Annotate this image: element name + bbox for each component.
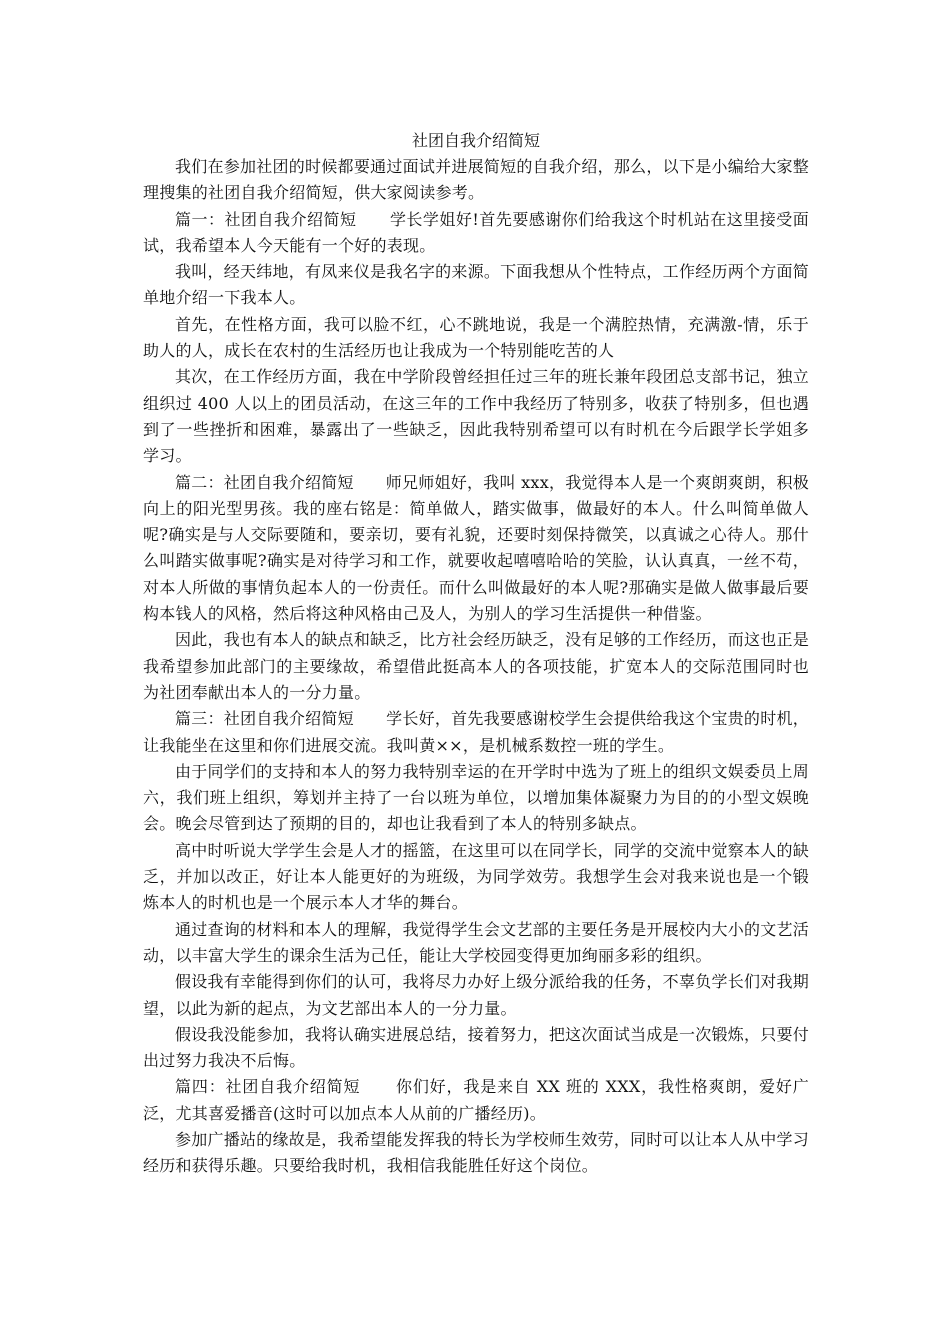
paragraph (143, 312, 809, 365)
paragraph-text: 师兄师姐好，我叫 xxx，我觉得本人是一个爽朗爽朗，积极向上的阳光型男孩。我的座右铭是：简单做人，踏实做事，做最好的本人。什么叫简单做人呢?确实是与人交际要随和，要亲切，要有礼貌，还要时刻保持微笑，以真诚之心待人。那什么叫踏实做事呢?确实是对待学习和工作，就要收起嘻嘻哈哈的笑脸，认认真真，一丝不苟，对本人所做的事情负起本人的一份责任。而什么叫做最好的本人呢?那确实是做人做事最后要构本钱人的风格，然后将这种风格由己及人，为别人的学习生活提供一种借鉴。 (143, 472, 809, 624)
paragraph (143, 1022, 809, 1075)
paragraph-intro (143, 154, 809, 207)
paragraph-text: 学长学姐好!首先要感谢你们给我这个时机站在这里接受面试，我希望本人今天能有一个好的表现。 (143, 209, 809, 255)
section-heading: 篇二：社团自我介绍简短 (175, 472, 354, 492)
paragraph-text: 假设我有幸能得到你们的认可，我将尽力办好上级分派给我的任务，不辜负学长们对我期望，以此为新的起点，为文艺部出本人的一分力量。 (143, 972, 809, 1018)
paragraph (143, 1127, 809, 1180)
paragraph-text: 你们好，我是来自 XX 班的 XXX，我性格爽朗，爱好广泛，尤其喜爱播音(这时可以加点本人从前的广播经历)。 (143, 1077, 809, 1123)
paragraph (143, 364, 809, 469)
paragraph-section-1 (143, 207, 809, 260)
section-heading: 篇四：社团自我介绍简短 (175, 1077, 361, 1097)
section-heading: 篇三：社团自我介绍简短 (175, 709, 354, 729)
paragraph (143, 759, 809, 838)
paragraph-text: 我们在参加社团的时候都要通过面试并进展简短的自我介绍，那么，以下是小编给大家整理搜集的社团自我介绍简短，供大家阅读参考。 (143, 157, 809, 203)
paragraph-text: 我叫，经天纬地，有凤来仪是我名字的来源。下面我想从个性特点，工作经历两个方面简单地介绍一下我本人。 (143, 262, 809, 308)
paragraph-text: 首先，在性格方面，我可以脸不红，心不跳地说，我是一个满腔热情，充满激-情，乐于助人的人，成长在农村的生活经历也让我成为一个特别能吃苦的人 (143, 314, 809, 361)
paragraph (143, 259, 809, 312)
paragraph (143, 969, 809, 1022)
paragraph-text: 其次，在工作经历方面，我在中学阶段曾经担任过三年的班长兼年段团总支部书记，独立组织过 400 人以上的团员活动，在这三年的工作中我经历了特别多，收获了特别多，但也遇到了一些挫折和困难，暴露出了一些缺乏，因此我特别希望可以有时机在今后跟学长学姐多学习。 (143, 367, 809, 466)
paragraph-text: 因此，我也有本人的缺点和缺乏，比方社会经历缺乏，没有足够的工作经历，而这也正是我希望参加此部门的主要缘故，希望借此挺高本人的各项技能，扩宽本人的交际范围同时也为社团奉献出本人的一分力量。 (143, 630, 809, 702)
paragraph-text: 参加广播站的缘故是，我希望能发挥我的特长为学校师生效劳，同时可以让本人从中学习经历和获得乐趣。只要给我时机，我相信我能胜任好这个岗位。 (143, 1129, 809, 1176)
paragraph-section-3 (143, 706, 809, 759)
paragraph-section-2 (143, 470, 809, 628)
paragraph-section-4 (143, 1074, 809, 1127)
paragraph (143, 917, 809, 970)
paragraph-text: 高中时听说大学学生会是人才的摇篮，在这里可以在同学长，同学的交流中觉察本人的缺乏，并加以改正，好让本人能更好的为班级，为同学效劳。我想学生会对我来说也是一个锻炼本人的时机也是一个展示本人才华的舞台。 (143, 840, 809, 913)
paragraph-text: 通过查询的材料和本人的理解，我觉得学生会文艺部的主要任务是开展校内大小的文艺活动，以丰富大学生的课余生活为己任，能让大学校园变得更加绚丽多彩的组织。 (143, 919, 809, 965)
section-heading: 篇一：社团自我介绍简短 (175, 209, 357, 229)
paragraph-text: 学长好，首先我要感谢校学生会提供给我这个宝贵的时机，让我能坐在这里和你们进展交流。我叫黄××，是机械系数控一班的学生。 (143, 709, 809, 755)
document-title: 社团自我介绍简短 (411, 131, 540, 150)
paragraph-text: 由于同学们的支持和本人的努力我特别幸运的在开学时中选为了班上的组织文娱委员上周六，我们班上组织，筹划并主持了一台以班为单位，以增加集体凝聚力为目的的小型文娱晚会。晚会尽管到达了预期的目的，却也让我看到了本人的特别多缺点。 (143, 761, 809, 834)
paragraph-text: 假设我没能参加，我将认确实进展总结，接着努力，把这次面试当成是一次锻炼，只要付出过努力我决不后悔。 (143, 1024, 809, 1071)
document-page (143, 128, 809, 1180)
paragraph (143, 838, 809, 917)
paragraph (143, 627, 809, 706)
